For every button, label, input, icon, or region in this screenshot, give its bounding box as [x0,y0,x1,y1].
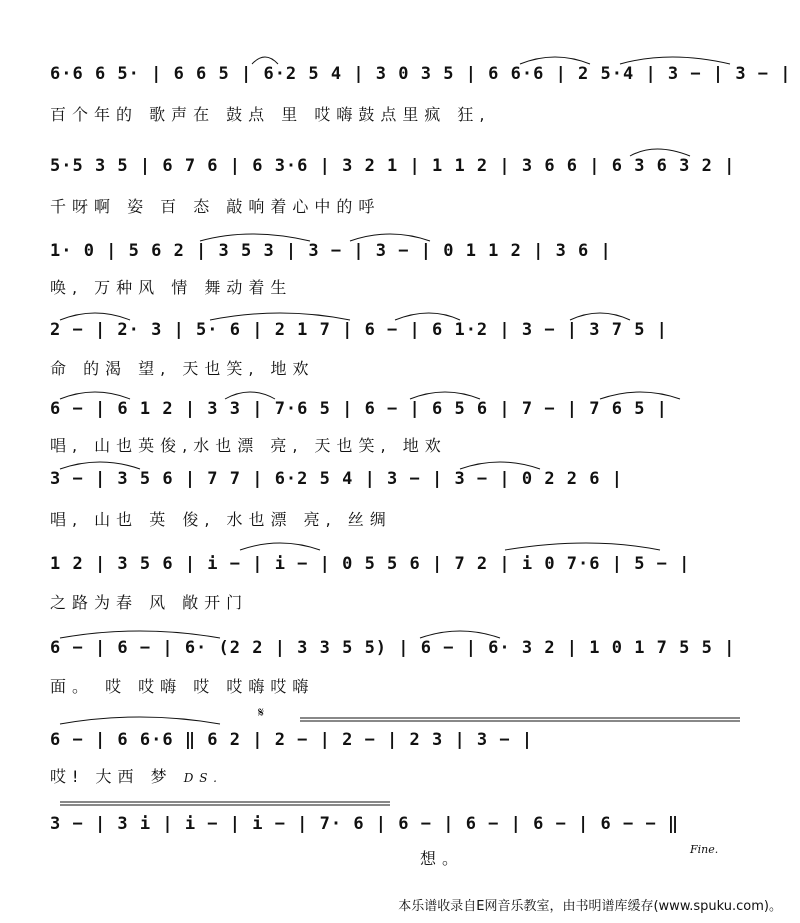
notation-line: 2 − | 2· 3 | 5· 6 | 2 1 7 | 6 − | 6 1·2 | 3 − | 3 7 5 | [50,320,668,340]
slur-marks [50,712,750,726]
lyric-line: 千呀啊 姿 百 态 敲响着心中的呼 [50,197,381,216]
notation-line: 6 − | 6 6·6 ‖ 6 2 | 2 − | 2 − | 2 3 | 3 − | [50,730,534,750]
slur-marks [50,538,750,552]
segno-symbol: 𝄋 [258,705,265,721]
lyric-line: 唤, 万种风 情 舞动着生 [50,278,293,297]
lyric-line: 唱, 山也 英 俊, 水也漂 亮, 丝绸 [50,510,392,529]
lyric-line: 命 的渴 望, 天也笑, 地欢 [50,359,315,378]
slur-marks [50,796,750,810]
notation-line: 6 − | 6 − | 6· (2 2 | 3 3 5 5) | 6 − | 6· 3 2 | 1 0 1 7 5 5 | [50,638,736,658]
lyric-line: 之路为春 风 敞开门 [50,593,249,612]
notation-line: 1 2 | 3 5 6 | i − | i − | 0 5 5 6 | 7 2 | i 0 7·6 | 5 − | [50,554,691,574]
notation-line: 6·6 6 5· | 6 6 5 | 6·2 5 4 | 3 0 3 5 | 6 6·6 | 2 5·4 | 3 − | 3 − | [50,64,792,84]
lyric-line: 想。 [420,849,465,868]
notation-line: 6 − | 6 1 2 | 3 3 | 7·6 5 | 6 − | 6 5 6 | 7 − | 7 6 5 | [50,399,668,419]
fine-mark: Fine. [690,843,719,856]
notation-line: 3 − | 3 5 6 | 7 7 | 6·2 5 4 | 3 − | 3 − | 0 2 2 6 | [50,469,623,489]
notation-line: 1· 0 | 5 6 2 | 3 5 3 | 3 − | 3 − | 0 1 1 2 | 3 6 | [50,241,612,261]
source-footer: 本乐谱收录自E网音乐教室，由书明谱库缓存(www.spuku.com)。 [398,899,782,914]
notation-line: 3 − | 3 i | i − | i − | 7· 6 | 6 − | 6 − | 6 − | 6 − − ‖ [50,814,680,834]
lyric-text: 哎! 大西 梦 [50,767,173,786]
dal-segno-mark: DS. [183,771,223,785]
lyric-line [50,764,223,787]
lyric-line: 唱, 山也英俊,水也漂 亮, 天也笑, 地欢 [50,436,447,455]
notation-line: 5·5 3 5 | 6 7 6 | 6 3·6 | 3 2 1 | 1 1 2 | 3 6 6 | 6 3 6 3 2 | [50,156,736,176]
lyric-line: 百个年的 歌声在 鼓点 里 哎嗨鼓点里疯 狂, [50,105,491,124]
lyric-line: 面。 哎 哎嗨 哎 哎嗨哎嗨 [50,677,315,696]
